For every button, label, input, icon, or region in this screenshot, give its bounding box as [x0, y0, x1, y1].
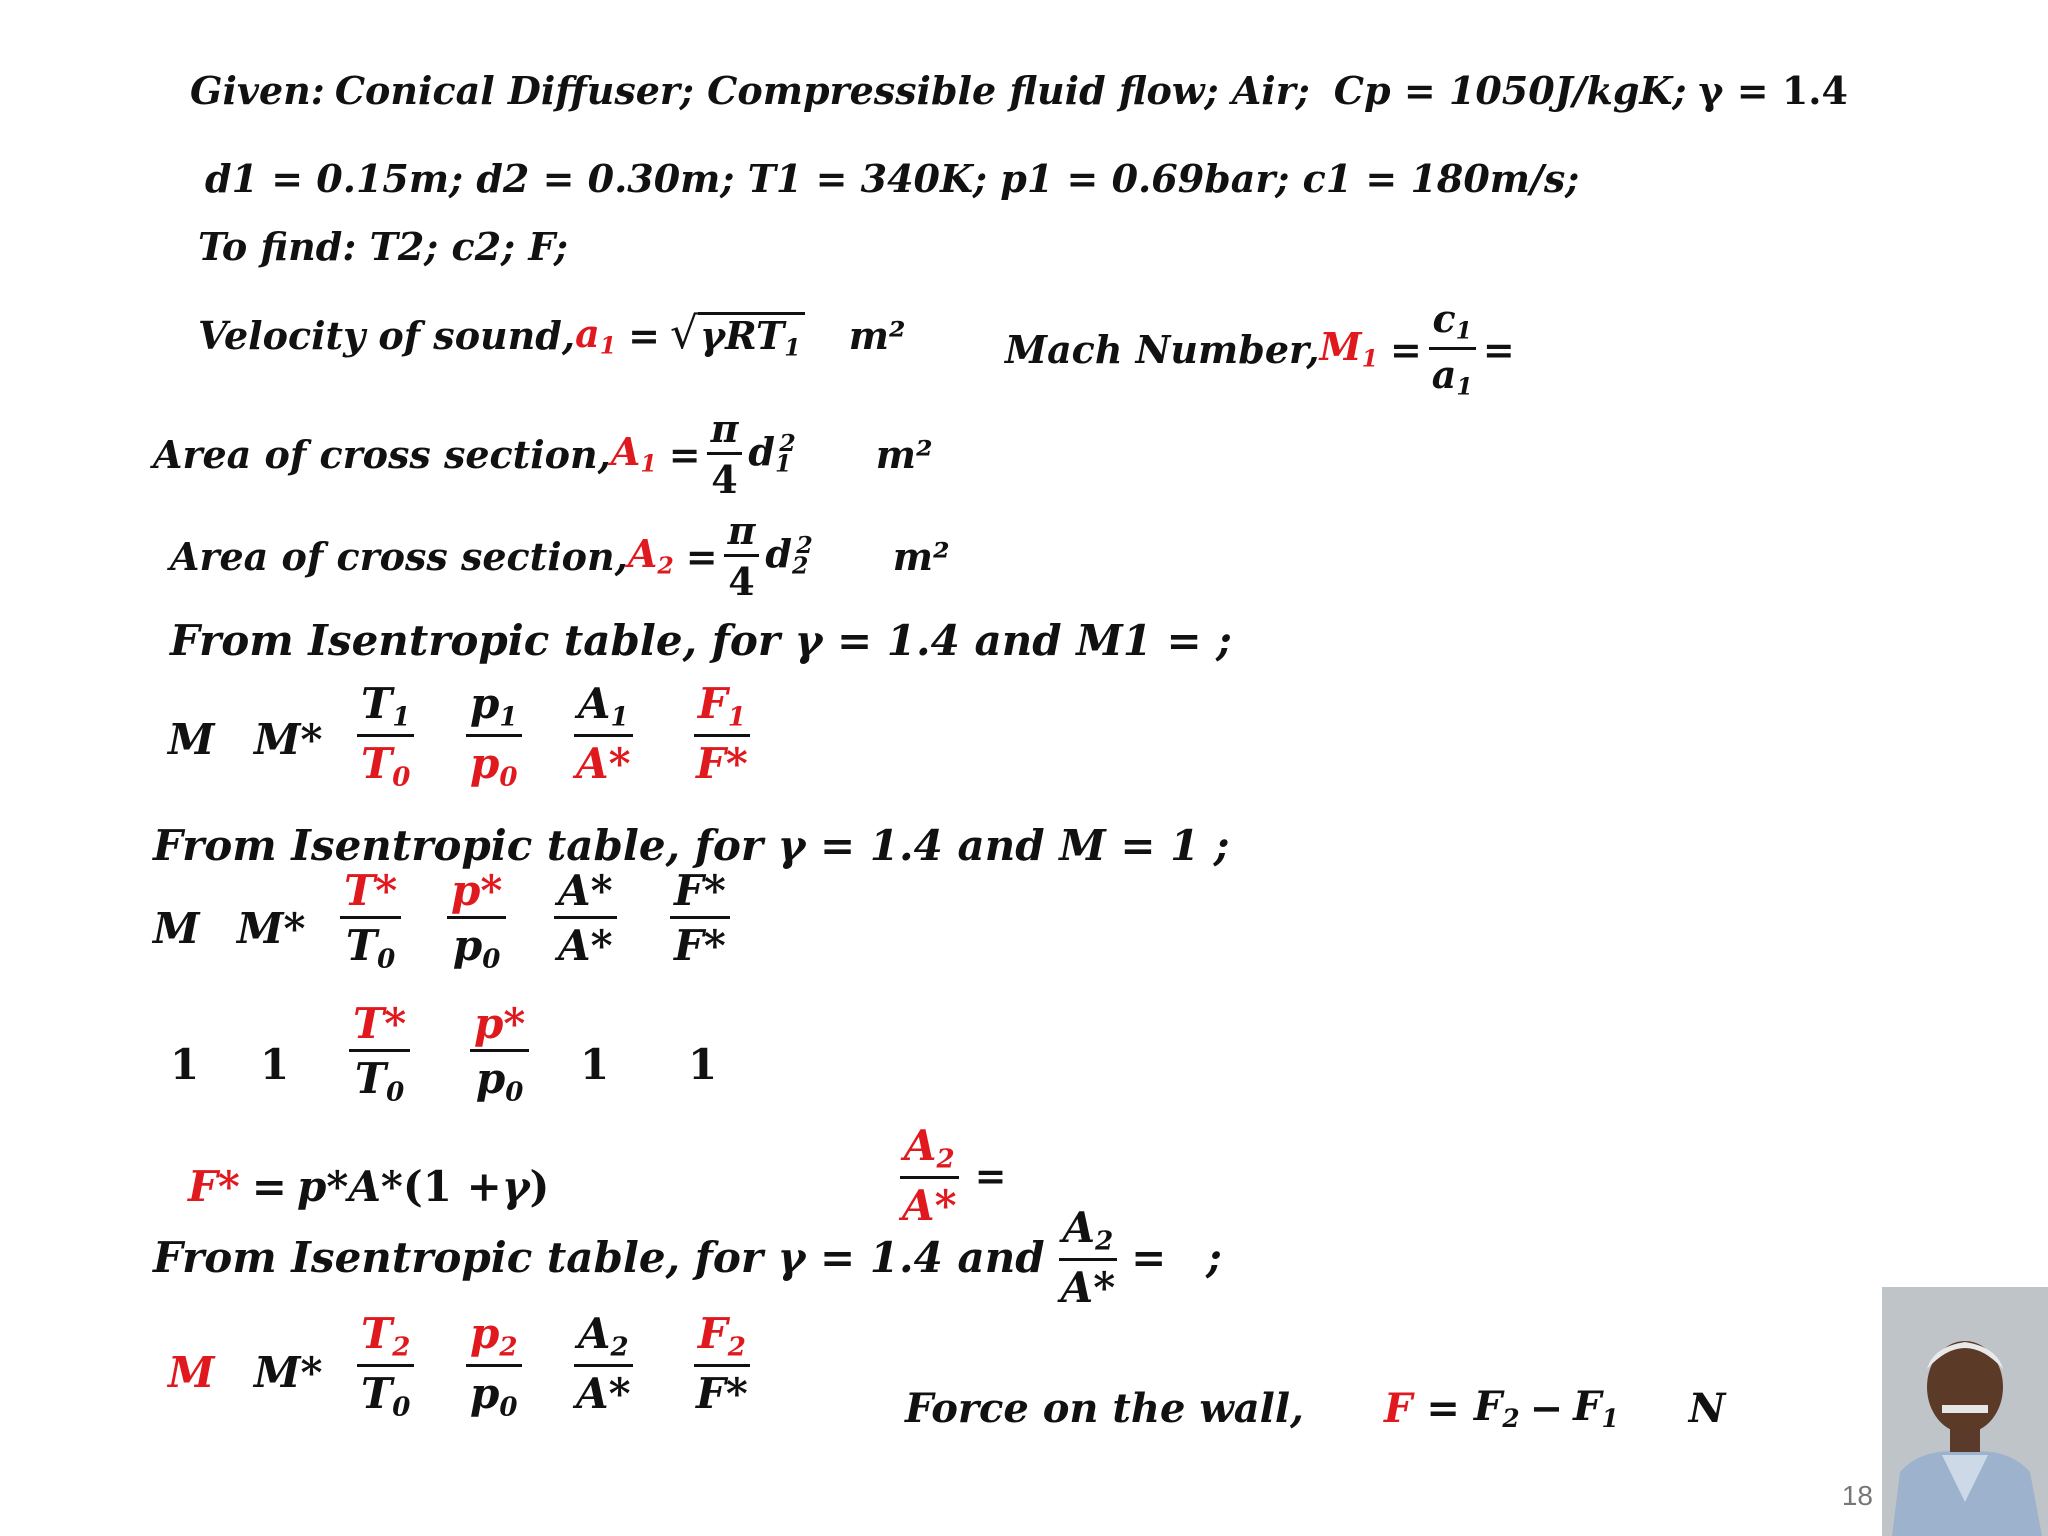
given-line: Given : Conical Diffuser; Compressible fluid flow; Air; Cp = 1050J/kgK; γ = 1.4 [190, 68, 1848, 113]
area1-label: Area of cross section, [153, 431, 611, 477]
t1-col-t1-t0: $\frac{T_1}{T_0}$ [357, 683, 414, 791]
isentropic-line-3: From Isentropic table, for γ = 1.4 and $\frac{A_2}{A*}$ = ; [153, 1203, 1222, 1313]
to-find-line [198, 224, 569, 269]
t2-col-m: M [153, 904, 200, 953]
given-label: Given [190, 68, 311, 113]
inputs-line [205, 156, 1580, 201]
t2-col-fstar-fstar: $\frac{F*}{F*}$ [670, 870, 730, 967]
t3-col-a2-astar: $\frac{A_2}{A*}$ [572, 1313, 635, 1415]
presenter-figure [1882, 1287, 2048, 1536]
mach-label: Mach Number, [1005, 326, 1320, 372]
force-line: Force on the wall, F = $F_2$ − $F_1$ N [905, 1383, 1726, 1433]
t2-val-mstar: 1 [260, 1040, 290, 1089]
mach-var: $M_1$ [1319, 324, 1378, 373]
t1-col-f1-fstar: $\frac{F_1}{F*}$ [692, 683, 752, 785]
t1-col-mstar: M* [254, 715, 323, 764]
t2-col-astar-astar: $\frac{A*}{A*}$ [554, 870, 617, 967]
area2-label: Area of cross section, [170, 533, 628, 579]
velocity-var: $a_1$ [575, 310, 617, 360]
isentropic-2-text: From Isentropic table, for γ = 1.4 and M = 1 ; [153, 821, 1230, 870]
given-gamma: γ = 1.4 [1698, 68, 1848, 113]
t3-col-p2-p0: $\frac{p_2}{p_0}$ [466, 1313, 522, 1421]
t1-col-a1-astar: $\frac{A_1}{A*}$ [572, 683, 635, 785]
t3-col-m: M [168, 1348, 215, 1397]
area-a1-line: Area of cross section, $A_1$ = $\frac{\pi}{4}$ $d_1^2$ m² [153, 406, 933, 502]
area1-unit: m² [875, 431, 933, 477]
isentropic-1-text: From Isentropic table, for γ = 1.4 and M1 = ; [170, 616, 1232, 665]
page-number: 18 [1841, 1480, 1873, 1511]
t2-col-pstar-p0: $\frac{p*}{p_0}$ [447, 870, 506, 972]
velocity-label: Velocity of sound, [198, 313, 576, 359]
t1-col-m: M [168, 715, 215, 764]
t2-val-pstar-p0: $\frac{p*}{p_0}$ [470, 1003, 529, 1105]
force-label: Force on the wall, [905, 1385, 1304, 1433]
isentropic-line-1 [170, 616, 1232, 665]
t3-col-t2-t0: $\frac{T_2}{T_0}$ [357, 1313, 414, 1421]
area1-var: $A_1$ [610, 428, 657, 478]
given-cp: Cp = 1050J/kgK; [1333, 68, 1687, 113]
given-items: Conical Diffuser; Compressible fluid flow; Air; [334, 68, 1310, 113]
mach-number-line: Mach Number, $M_1$ = $\frac{c_1}{a_1}$ = [1005, 296, 1515, 401]
t3-col-f2-fstar: $\frac{F_2}{F*}$ [692, 1313, 752, 1415]
pi-over-4-b: $\frac{\pi}{4}$ [724, 512, 760, 601]
inputs-text: d1 = 0.15m; d2 = 0.30m; T1 = 340K; p1 = 0.69bar; c1 = 180m/s; [205, 156, 1580, 201]
presenter-video [1882, 1287, 2048, 1536]
area-a2-line: Area of cross section, $A_2$ = $\frac{\pi}{4}$ $d_2^2$ m² [170, 508, 950, 604]
pi-over-4: $\frac{\pi}{4}$ [707, 410, 743, 499]
fstar-equation: F* = p*A* (1 + γ ) [188, 1162, 550, 1211]
t3-col-mstar: M* [254, 1348, 323, 1397]
velocity-unit: m² [848, 313, 906, 359]
t2-col-tstar-t0: $\frac{T*}{T_0}$ [340, 870, 401, 972]
velocity-of-sound-line: Velocity of sound, $a_1$ = √ γRT$_1$ m² [198, 308, 906, 362]
t2-col-mstar: M* [237, 904, 306, 953]
force-unit: N [1688, 1385, 1726, 1433]
t1-col-p1-p0: $\frac{p_1}{p_0}$ [466, 683, 522, 791]
area2-unit: m² [892, 533, 950, 579]
isentropic-line-2 [153, 821, 1230, 870]
area2-var: $A_2$ [627, 530, 674, 580]
t2-val-m: 1 [170, 1040, 200, 1089]
t2-val-tstar-t0: $\frac{T*}{T_0}$ [349, 1003, 410, 1105]
c1-over-a1: $\frac{c_1}{a_1}$ [1428, 300, 1477, 399]
to-find-text: To find: T2; c2; F; [198, 224, 569, 269]
t2-val-f: 1 [688, 1040, 718, 1089]
sqrt-gamma-r-t1: √ γRT$_1$ [670, 312, 805, 360]
area-ratio-line: $\frac{A_2}{A*}$ = [898, 1125, 1006, 1227]
t2-val-a: 1 [580, 1040, 610, 1089]
